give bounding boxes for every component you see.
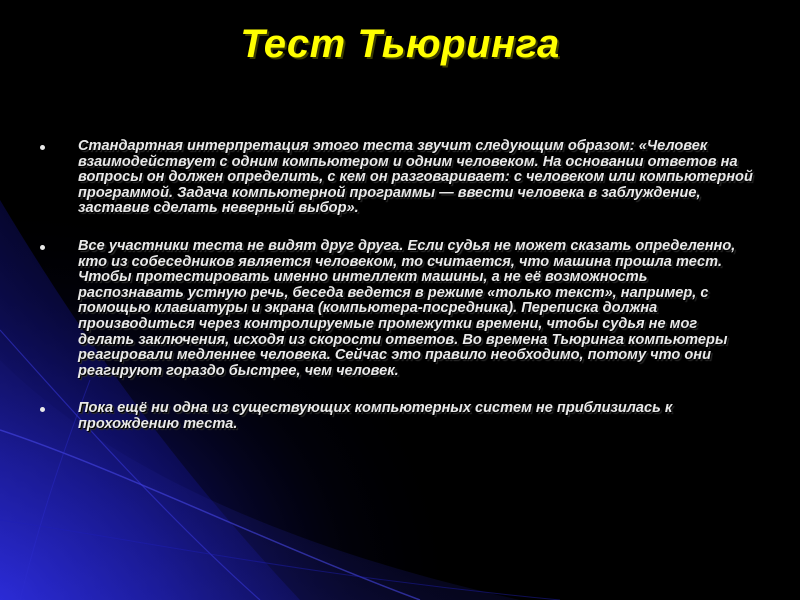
bullet-item <box>38 401 756 432</box>
bullet-icon <box>40 407 45 412</box>
slide-title: Тест Тьюринга <box>240 22 560 66</box>
bullet-item <box>38 239 756 379</box>
bullet-item <box>38 139 756 217</box>
bullet-text: Пока ещё ни одна из существующих компьютерных систем не приблизилась к прохождению теста. <box>78 400 673 432</box>
bullet-text: Стандартная интерпретация этого теста звучит следующим образом: «Человек взаимодействует с одним компьютером и одним человеком. На основании ответов на вопросы он должен определить, с кем он разговаривает: с человеком или компьютерной программой. Задача компьютерной программы — ввести человека в заблуждение, заставив сделать неверный выбор». <box>78 138 753 217</box>
bullet-icon <box>40 245 45 250</box>
bullet-icon <box>40 145 45 150</box>
bullet-text: Все участники теста не видят друг друга. Если судья не может сказать определенно, кто из собеседников является человеком, то считается, что машина прошла тест. Чтобы протестировать именно интеллект машины, а не её возможность распознавать устную речь, беседа ведется в режиме «только текст», например, с помощью клавиатуры и экрана (компьютера-посредника). Переписка должна производиться через контролируемые промежутки времени, чтобы судья не мог делать заключения, исходя из скорости ответов. Во времена Тьюринга компьютеры реагировали медленнее человека. Сейчас это правило необходимо, потому что они реагируют гораздо быстрее, чем человек. <box>78 237 736 379</box>
bullet-list <box>38 139 756 455</box>
